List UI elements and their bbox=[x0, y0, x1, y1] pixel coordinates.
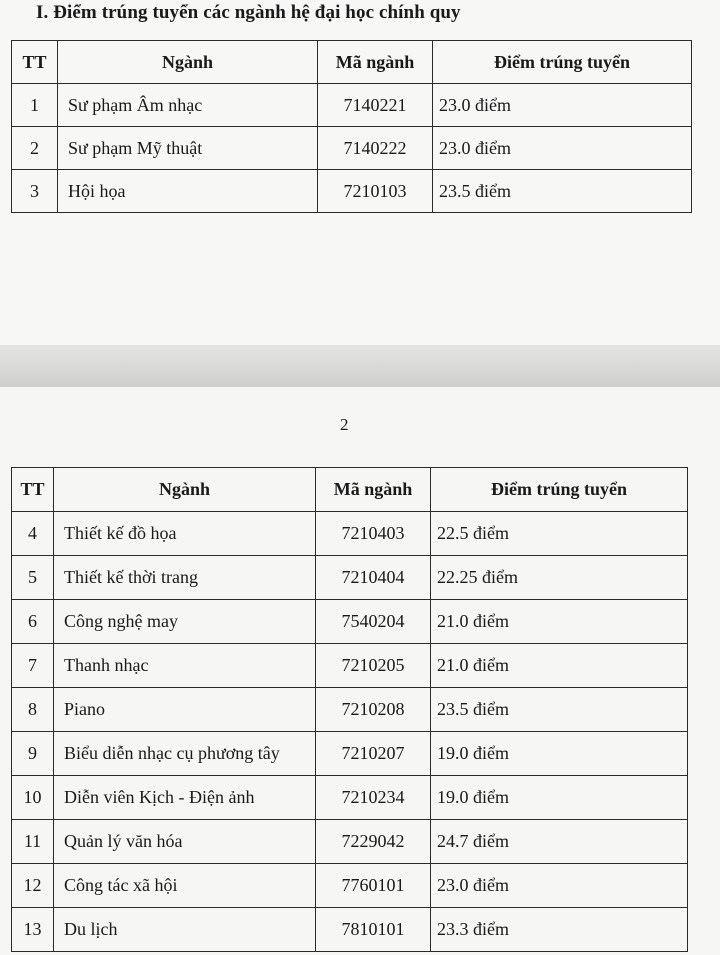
row-number: 12 bbox=[12, 864, 54, 908]
admission-score: 19.0 điểm bbox=[431, 776, 688, 820]
table-header-row bbox=[12, 468, 688, 512]
header-major: Ngành bbox=[54, 468, 316, 512]
table-row bbox=[12, 776, 688, 820]
header-code: Mã ngành bbox=[318, 41, 433, 84]
row-number: 13 bbox=[12, 908, 54, 952]
table-row bbox=[12, 84, 692, 127]
row-number: 2 bbox=[12, 127, 58, 170]
row-number: 7 bbox=[12, 644, 54, 688]
table-row bbox=[12, 644, 688, 688]
major-name: Thiết kế thời trang bbox=[54, 556, 316, 600]
admission-score: 23.0 điểm bbox=[431, 864, 688, 908]
row-number: 1 bbox=[12, 84, 58, 127]
row-number: 6 bbox=[12, 600, 54, 644]
major-name: Thanh nhạc bbox=[54, 644, 316, 688]
row-number: 4 bbox=[12, 512, 54, 556]
admission-score: 23.0 điểm bbox=[433, 84, 692, 127]
header-tt: TT bbox=[12, 41, 58, 84]
major-name: Sư phạm Mỹ thuật bbox=[58, 127, 318, 170]
admission-score: 22.25 điểm bbox=[431, 556, 688, 600]
row-number: 8 bbox=[12, 688, 54, 732]
major-name: Piano bbox=[54, 688, 316, 732]
table-row bbox=[12, 556, 688, 600]
header-code: Mã ngành bbox=[316, 468, 431, 512]
admission-score: 24.7 điểm bbox=[431, 820, 688, 864]
major-name: Sư phạm Âm nhạc bbox=[58, 84, 318, 127]
document-page-1 bbox=[0, 0, 720, 345]
major-name: Công tác xã hội bbox=[54, 864, 316, 908]
major-name: Thiết kế đồ họa bbox=[54, 512, 316, 556]
major-code: 7140221 bbox=[318, 84, 433, 127]
row-number: 9 bbox=[12, 732, 54, 776]
major-code: 7210404 bbox=[316, 556, 431, 600]
header-score: Điểm trúng tuyển bbox=[433, 41, 692, 84]
admission-scores-table-2 bbox=[11, 467, 688, 952]
admission-score: 23.5 điểm bbox=[431, 688, 688, 732]
table-row bbox=[12, 688, 688, 732]
major-name: Hội họa bbox=[58, 170, 318, 213]
document-page-2 bbox=[0, 387, 720, 955]
row-number: 11 bbox=[12, 820, 54, 864]
major-code: 7210207 bbox=[316, 732, 431, 776]
row-number: 5 bbox=[12, 556, 54, 600]
major-name: Công nghệ may bbox=[54, 600, 316, 644]
section-heading: I. Điểm trúng tuyển các ngành hệ đại học chính quy bbox=[36, 2, 461, 23]
admission-score: 23.5 điểm bbox=[433, 170, 692, 213]
table-row bbox=[12, 732, 688, 776]
major-name: Biểu diễn nhạc cụ phương tây bbox=[54, 732, 316, 776]
admission-score: 23.0 điểm bbox=[433, 127, 692, 170]
header-major: Ngành bbox=[58, 41, 318, 84]
table-row bbox=[12, 908, 688, 952]
admission-score: 21.0 điểm bbox=[431, 600, 688, 644]
admission-scores-table-1 bbox=[11, 40, 692, 213]
admission-score: 19.0 điểm bbox=[431, 732, 688, 776]
page-number: 2 bbox=[340, 415, 349, 434]
table-row bbox=[12, 820, 688, 864]
major-code: 7140222 bbox=[318, 127, 433, 170]
table-header-row bbox=[12, 41, 692, 84]
table-row bbox=[12, 600, 688, 644]
major-code: 7210205 bbox=[316, 644, 431, 688]
major-code: 7810101 bbox=[316, 908, 431, 952]
table-row bbox=[12, 512, 688, 556]
major-name: Quản lý văn hóa bbox=[54, 820, 316, 864]
major-name: Du lịch bbox=[54, 908, 316, 952]
row-number: 3 bbox=[12, 170, 58, 213]
major-code: 7229042 bbox=[316, 820, 431, 864]
major-code: 7210208 bbox=[316, 688, 431, 732]
major-code: 7210403 bbox=[316, 512, 431, 556]
admission-score: 22.5 điểm bbox=[431, 512, 688, 556]
row-number: 10 bbox=[12, 776, 54, 820]
admission-score: 23.3 điểm bbox=[431, 908, 688, 952]
major-code: 7760101 bbox=[316, 864, 431, 908]
header-tt: TT bbox=[12, 468, 54, 512]
major-name: Diễn viên Kịch - Điện ảnh bbox=[54, 776, 316, 820]
major-code: 7210103 bbox=[318, 170, 433, 213]
header-score: Điểm trúng tuyển bbox=[431, 468, 688, 512]
table-row bbox=[12, 864, 688, 908]
major-code: 7540204 bbox=[316, 600, 431, 644]
table-row bbox=[12, 170, 692, 213]
admission-score: 21.0 điểm bbox=[431, 644, 688, 688]
table-row bbox=[12, 127, 692, 170]
page-gap bbox=[0, 345, 720, 387]
major-code: 7210234 bbox=[316, 776, 431, 820]
